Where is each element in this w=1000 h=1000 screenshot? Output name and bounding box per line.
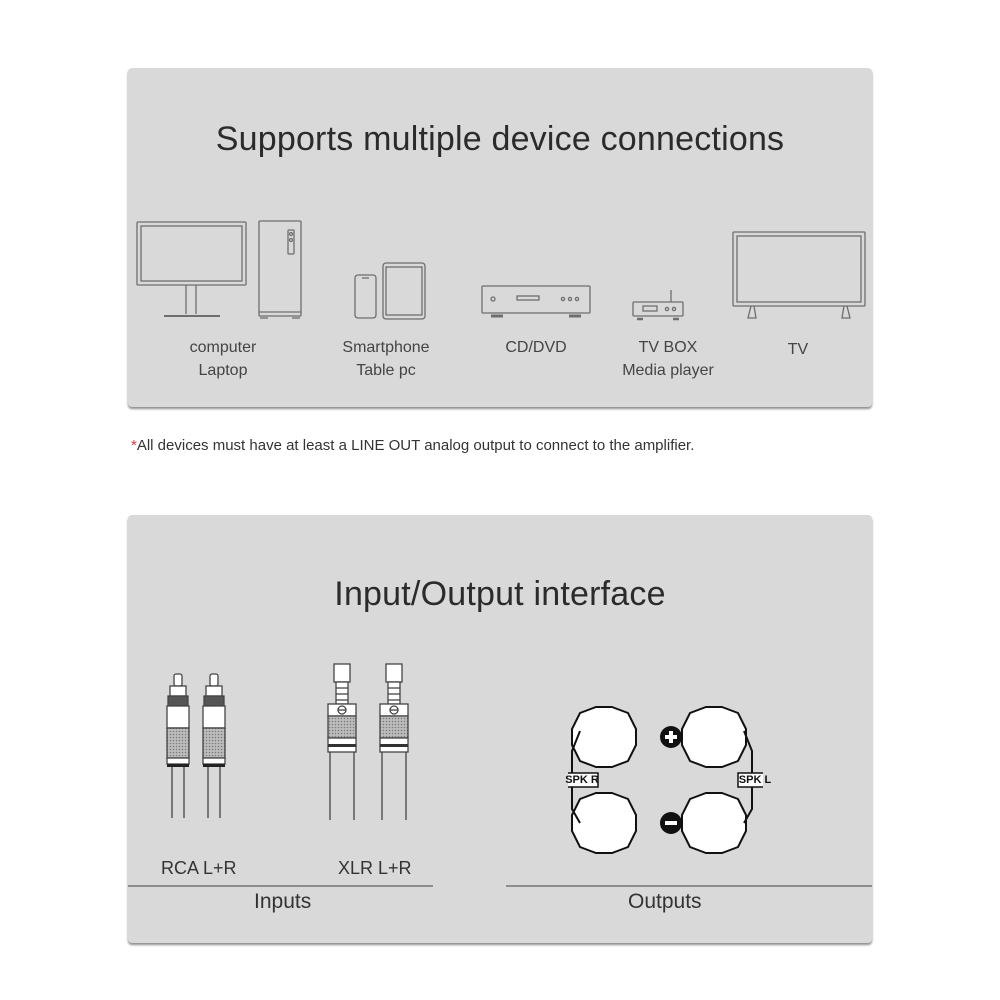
device-connections-panel <box>128 68 872 407</box>
tv-icon <box>731 230 867 320</box>
device-panel-title: Supports multiple device connections <box>215 120 785 158</box>
inputs-divider <box>128 885 433 887</box>
spk-l-label: SPK L <box>738 774 772 786</box>
io-interface-panel <box>128 515 872 943</box>
note-text: All devices must have at least a LINE OUT analog output to connect to the amplifier. <box>136 437 695 454</box>
outputs-label: Outputs <box>628 890 702 913</box>
line-out-note <box>131 437 694 454</box>
rca-label: RCA L+R <box>161 858 237 878</box>
device-label-computer: computer Laptop <box>189 339 257 379</box>
smartphone-tablet-icon <box>353 261 428 323</box>
xlr-label: XLR L+R <box>338 858 412 878</box>
xlr-connector-icon <box>322 660 422 825</box>
computer-monitor-tower-icon <box>136 220 306 322</box>
device-label-smartphone: Smartphone Table pc <box>342 339 430 379</box>
rca-connector-icon <box>160 670 232 822</box>
device-label-tv: TV <box>787 341 809 358</box>
inputs-label: Inputs <box>254 890 312 913</box>
note-asterisk: * <box>131 437 137 454</box>
outputs-divider <box>506 885 872 887</box>
device-label-tv-box: TV BOX Media player <box>622 339 714 379</box>
spk-r-label: SPK R <box>565 774 599 786</box>
tv-box-icon <box>631 288 687 322</box>
device-label-cd-dvd: CD/DVD <box>505 339 567 356</box>
cd-dvd-player-icon <box>481 284 593 322</box>
io-panel-title: Input/Output interface <box>334 575 666 613</box>
